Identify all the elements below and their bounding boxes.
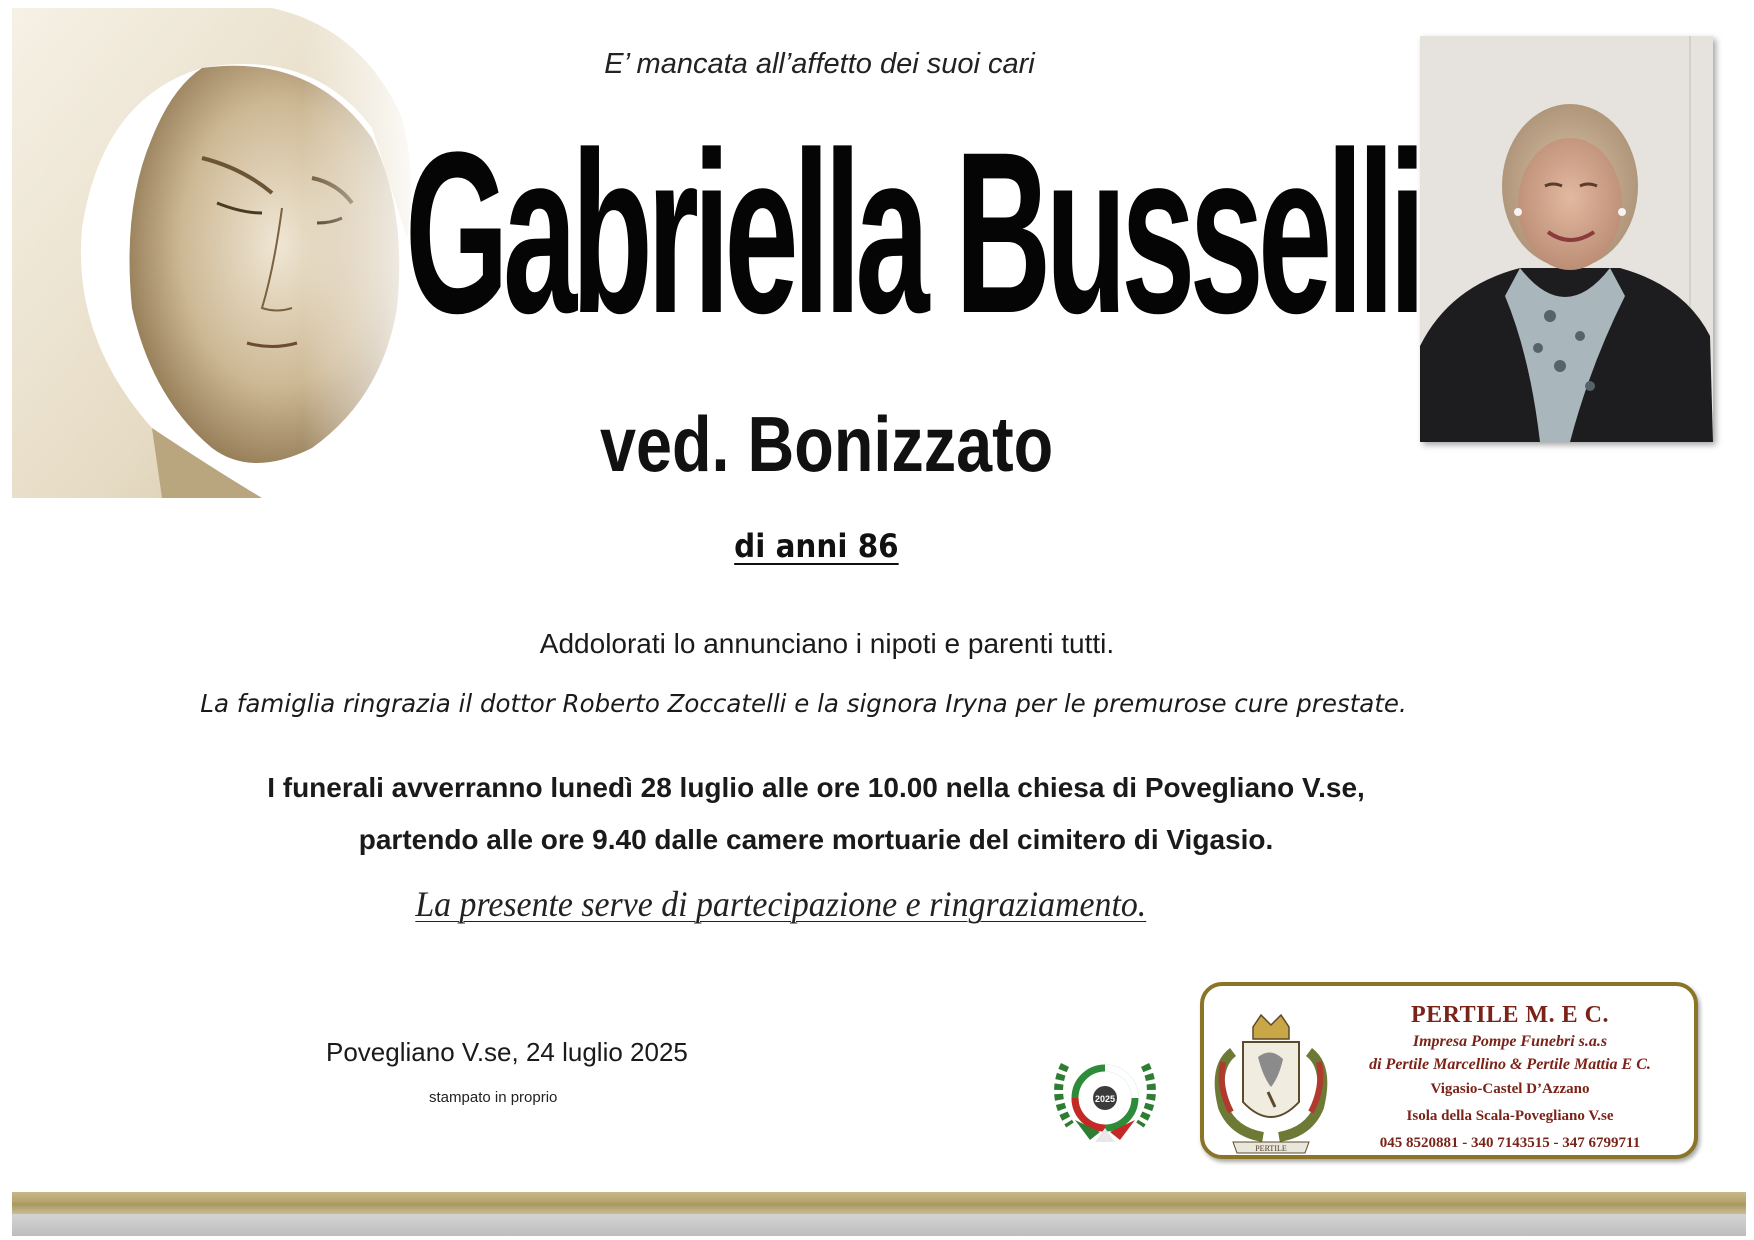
agency-owners: di Pertile Marcellino & Pertile Mattia E C. — [1369, 1056, 1651, 1073]
agency-crest-logo — [1213, 1007, 1329, 1159]
crest-label: PERTILE — [1255, 1144, 1287, 1153]
agency-location-2: Isola della Scala-Povegliano V.se — [1406, 1108, 1614, 1124]
age — [0, 527, 1754, 565]
agency-location-1: Vigasio-Castel D’Azzano — [1430, 1081, 1590, 1097]
funeral-details — [0, 762, 1754, 866]
age-text: di anni 86 — [733, 527, 899, 565]
footer-gray-bar — [12, 1214, 1746, 1236]
eccellenze-badge — [1045, 1040, 1165, 1145]
funeral-line-1: I funerali avverranno lunedì 28 luglio alle ore 10.00 nella chiesa di Povegliano V.se, — [267, 772, 1365, 803]
agency-info — [1325, 1000, 1695, 1157]
announcement-text: Addolorati lo annunciano i nipoti e parenti tutti. — [539, 628, 1115, 659]
notice-text: La presente serve di partecipazione e ringraziamento. — [415, 884, 1147, 924]
funeral-line-2: partendo alle ore 9.40 dalle camere mortuarie del cimitero di Vigasio. — [358, 824, 1274, 855]
agency-phones: 045 8520881 - 340 7143515 - 347 6799711 — [1379, 1135, 1641, 1151]
intro-line: E’ mancata all’affetto dei suoi cari — [604, 48, 1035, 80]
madonna-image — [12, 8, 427, 498]
badge-year: 2025 — [1094, 1094, 1116, 1104]
widow-of — [600, 400, 1200, 488]
deceased-name — [405, 104, 1421, 378]
printed-note: stampato in proprio — [429, 1089, 558, 1106]
deceased-name-text: Gabriella Busselli — [405, 104, 1421, 361]
agency-name: PERTILE M. E C. — [1410, 1002, 1609, 1028]
place-date: Povegliano V.se, 24 luglio 2025 — [326, 1037, 688, 1067]
thanks-line: La famiglia ringrazia il dottor Roberto Zoccatelli e la signora Iryna per le premurose cure prestate. — [200, 689, 1408, 718]
footer-gold-bar — [12, 1192, 1746, 1214]
participation-notice — [0, 883, 1754, 925]
widow-of-text: ved. Bonizzato — [600, 400, 1054, 488]
portrait-photo — [1420, 36, 1713, 442]
announcement — [0, 628, 1754, 660]
thanks-text — [0, 689, 1754, 718]
agency-subtitle: Impresa Pompe Funebri s.a.s — [1412, 1033, 1608, 1050]
